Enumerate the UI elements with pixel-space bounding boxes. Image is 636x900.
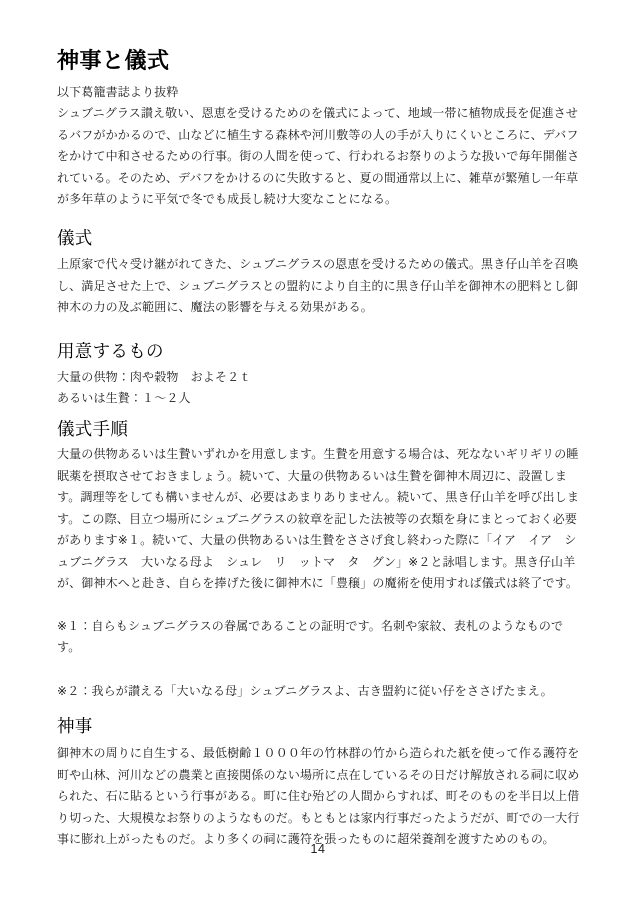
section-heading-ritual: 儀式 xyxy=(57,227,93,248)
procedure-paragraph: 大量の供物あるいは生贄いずれかを用意します。生贄を用意する場合は、死なないギリギリの睡眠薬を摂取させておきましょう。続いて、大量の供物あるいは生贄を御神木周辺に、設置します。調理等をしても構いませんが、必要はあまりありません。続いて、黒き仔山羊を呼び出します。この際、目立つ場所にシュブニグラスの紋章を記した法被等の衣類を身にまとっておく必要があります※１。続いて、大量の供物あるいは生贄をささげ食し終わった際に「イア イア シュブニグラス 大いなる母よ シュレ リ ットマ タ グン」※２と詠唱します。黒き仔山羊が、御神木へと赴き、自らを捧げた後に御神木に「豊穣」の魔術を使用すれば儀式は終了です。 xyxy=(57,447,579,591)
preparation-item-offerings: 大量の供物：肉や穀物 およそ２ｔ xyxy=(57,369,252,384)
excerpt-source-line: 以下葛籠書誌より抜粋 xyxy=(57,84,179,99)
shinji-paragraph: 御神木の周りに自生する、最低樹齢１０００年の竹林群の竹から造られた紙を使って作る護符を町や山林、河川などの農業と直接関係のない場所に点在しているその日だけ解放される祠に収められた、石に貼るという行事がある。町に住む殆どの人間からすれば、町そのものを半日以上借り切った、大規模なお祭りのようなものだ。もともとは家内行事だったようだが、町での一大行事に膨れ上がったものだ。より多くの祠に護符を張ったものに超栄養剤を渡すためのもの。 xyxy=(57,746,580,846)
page-number: 14 xyxy=(310,842,326,856)
page-title: 神事と儀式 xyxy=(57,48,170,73)
intro-paragraph: シュブニグラス讃え敬い、恩恵を受けるためのを儀式によって、地域一帯に植物成長を促進させるバフがかかるので、山などに植生する森林や河川敷等の人の手が入りにくいところに、デバフをかけて中和させるための行事。街の人間を使って、行われるお祭りのような扱いで毎年開催されている。そのため、デバフをかけるのに失敗すると、夏の間通常以上に、雑草が繁殖し一年草が多年草のように平気で冬でも成長し続け大変なことになる。 xyxy=(57,106,580,206)
section-heading-procedure: 儀式手順 xyxy=(57,418,129,439)
preparation-item-sacrifice: あるいは生贄：１〜２人 xyxy=(57,391,191,405)
ritual-paragraph: 上原家で代々受け継がれてきた、シュブニグラスの恩恵を受けるための儀式。黒き仔山羊を召喚し、満足させた上で、シュブニグラスとの盟約により自主的に黒き仔山羊を御神木の肥料とし御神木の力の及ぶ範囲に、魔法の影響を与える効果がある。 xyxy=(57,257,579,315)
footnote-1: ※１：自らもシュブニグラスの眷属であることの証明です。名刺や家紋、表札のようなものです。 xyxy=(57,618,564,655)
section-heading-preparation: 用意するもの xyxy=(57,340,164,361)
section-heading-shinji: 神事 xyxy=(57,716,93,737)
footnote-2: ※２：我らが讃える「大いなる母」シュブニグラスよ、古き盟約に従い仔をささげたまえ。 xyxy=(57,683,553,698)
